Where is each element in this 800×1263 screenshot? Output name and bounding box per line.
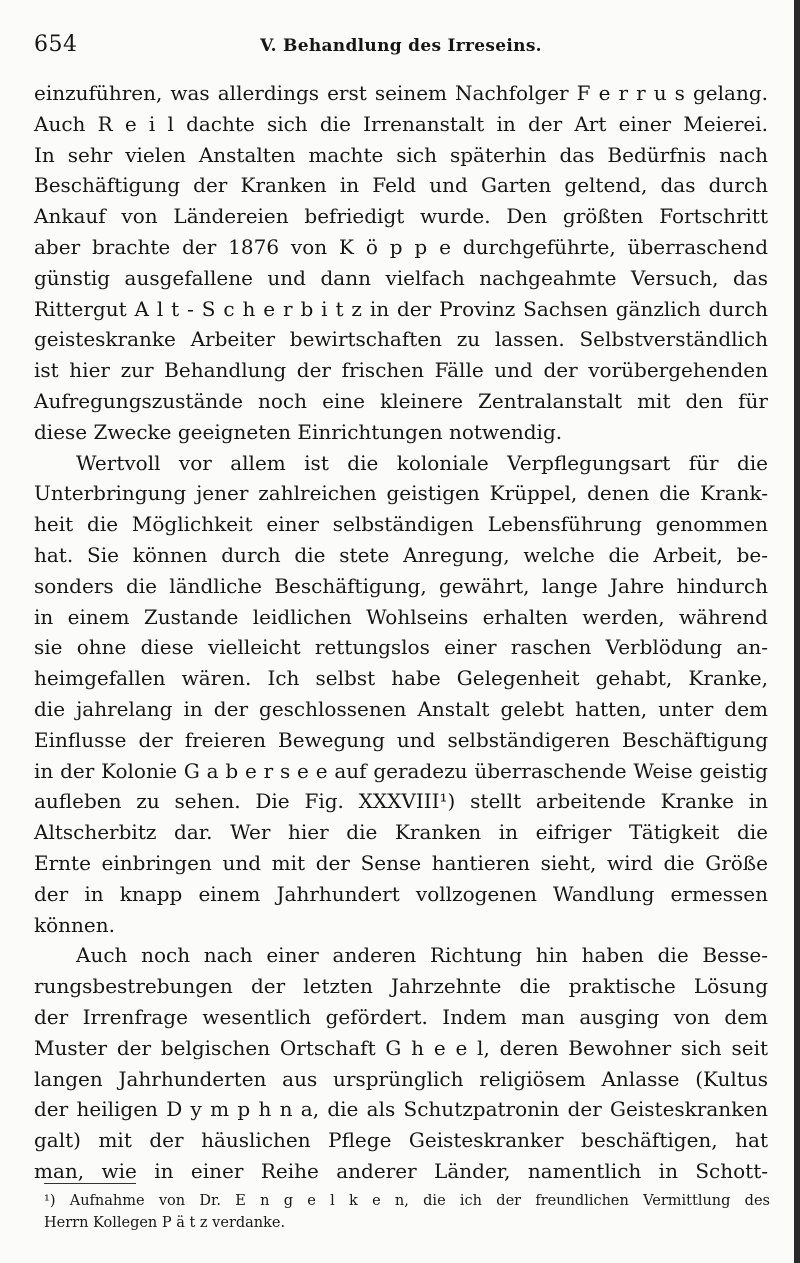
body-text — [34, 78, 768, 1187]
running-head: V. Behandlung des Irreseins. — [260, 36, 542, 56]
text-line: sonders die ländliche Beschäftigung, gewährt, lange Jahre hindurch — [34, 573, 768, 598]
text-line: In sehr vielen Anstalten machte sich späterhin das Bedürfnis nach — [34, 142, 768, 167]
footnote — [44, 1190, 770, 1234]
text-line: der heiligen D y m p h n a, die als Schutzpatronin der Geisteskranken — [34, 1097, 768, 1122]
text-line: Altscherbitz dar. Wer hier die Kranken in eifriger Tätigkeit die — [34, 820, 768, 845]
text-line: aufleben zu sehen. Die Fig. XXXVIII¹) stellt arbeitende Kranke in — [34, 789, 768, 814]
text-line: Aufregungszustände noch eine kleinere Zentralanstalt mit den für — [34, 388, 768, 413]
text-line: diese Zwecke geeigneten Einrichtungen notwendig. — [34, 419, 563, 444]
footnote-divider — [44, 1183, 136, 1184]
footnote-line: Herrn Kollegen P ä t z verdanke. — [44, 1215, 286, 1231]
text-line: hat. Sie können durch die stete Anregung, welche die Arbeit, be- — [34, 542, 768, 567]
footnote-line: ¹) Aufnahme von Dr. E n g e l k e n, die ich der freundlichen Vermittlung des — [44, 1193, 770, 1209]
text-line: Einflusse der freieren Bewegung und selbständigeren Beschäftigung — [34, 727, 768, 752]
text-line: können. — [34, 912, 115, 937]
text-line: der Irrenfrage wesentlich gefördert. Indem man ausging von dem — [34, 1004, 768, 1029]
text-line: galt) mit der häuslichen Pflege Geisteskranker beschäftigen, hat — [34, 1128, 768, 1153]
text-line: die jahrelang in der geschlossenen Anstalt gelebt hatten, unter dem — [34, 696, 768, 721]
text-line: Wertvoll vor allem ist die koloniale Verpflegungsart für die — [76, 450, 768, 475]
text-line: Auch noch nach einer anderen Richtung hin haben die Besse- — [76, 943, 768, 968]
page-number: 654 — [34, 32, 78, 57]
text-line: Muster der belgischen Ortschaft G h e e l, deren Bewohner sich seit — [34, 1035, 768, 1060]
text-line: langen Jahrhunderten aus ursprünglich religiösem Anlasse (Kultus — [34, 1066, 768, 1091]
text-line: Ernte einbringen und mit der Sense hantieren sieht, wird die Größe — [34, 850, 768, 875]
text-line: Unterbringung jener zahlreichen geistigen Krüppel, denen die Krank- — [34, 481, 768, 506]
text-line: Rittergut A l t - S c h e r b i t z in der Provinz Sachsen gänzlich durch — [34, 296, 768, 321]
text-line: einzuführen, was allerdings erst seinem Nachfolger F e r r u s gelang. — [34, 81, 768, 105]
text-line: günstig ausgefallene und dann vielfach nachgeahmte Versuch, das — [34, 265, 768, 290]
text-line: sie ohne diese vielleicht rettungslos einer raschen Verblödung an- — [34, 635, 768, 660]
text-line: heimgefallen wären. Ich selbst habe Gelegenheit gehabt, Kranke, — [34, 666, 768, 691]
text-line: Ankauf von Ländereien befriedigt wurde. Den größten Fortschritt — [34, 204, 768, 229]
text-line: rungsbestrebungen der letzten Jahrzehnte die praktische Lösung — [34, 974, 768, 999]
text-line: aber brachte der 1876 von K ö p p e durchgeführte, überraschend — [34, 234, 768, 259]
text-line: der in knapp einem Jahrhundert vollzogenen Wandlung ermessen — [34, 881, 768, 906]
text-line: in der Kolonie G a b e r s e e auf geradezu überraschende Weise geistig — [34, 758, 768, 783]
page-header — [34, 30, 768, 64]
text-line: heit die Möglichkeit einer selbständigen Lebensführung genommen — [34, 512, 768, 537]
text-line: ist hier zur Behandlung der frischen Fälle und der vorübergehenden — [34, 358, 768, 383]
text-line: Auch R e i l dachte sich die Irrenanstalt in der Art einer Meierei. — [34, 111, 768, 136]
text-line: Beschäftigung der Kranken in Feld und Garten geltend, das durch — [34, 173, 768, 198]
text-line: man, wie in einer Reihe anderer Länder, namentlich in Schott- — [34, 1158, 768, 1183]
text-line: in einem Zustande leidlichen Wohlseins erhalten werden, während — [34, 604, 768, 629]
text-line: geisteskranke Arbeiter bewirtschaften zu lassen. Selbstverständlich — [34, 327, 768, 352]
